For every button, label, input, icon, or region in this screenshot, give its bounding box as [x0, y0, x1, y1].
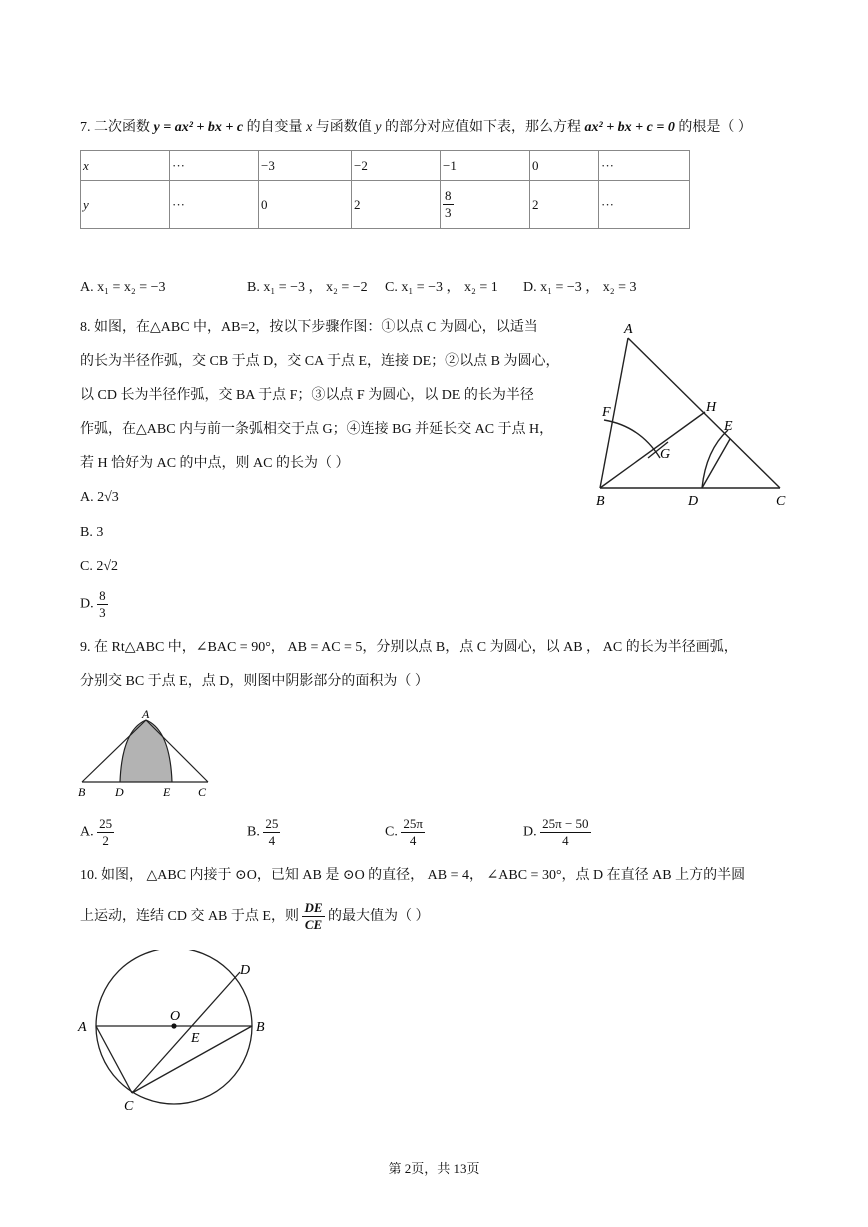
q7-option-d[interactable]: D. x₁ = −3 ， x₂ = 3	[523, 280, 637, 295]
table-row: x ··· −3 −2 −1 0 ···	[81, 151, 690, 181]
q8-option-b[interactable]: B. 3	[80, 525, 104, 540]
q8-stem-line: 的长为半径作弧，交 CB 于点 D，交 CA 于点 E，连接 DE；②以点 B 为圆心，	[80, 354, 560, 369]
label-d: D	[240, 963, 251, 978]
label-c: C	[198, 785, 207, 799]
q7-value-table	[80, 150, 690, 229]
table-row: y ··· 0 2 $\frac{8}{3}$ 2 ···	[81, 181, 690, 229]
q9-option-c[interactable]: C. $\frac{25\pi}{4}$	[385, 816, 423, 848]
label-a: A	[624, 322, 633, 337]
label-o: O	[170, 1009, 181, 1024]
label-b: B	[596, 494, 605, 509]
label-b: B	[78, 785, 86, 799]
label-a: A	[142, 707, 150, 721]
q8-option-c[interactable]: C. 2√2	[80, 559, 119, 574]
q10-stem-line: 10. 如图， △ABC 内接于 ⊙O，已知 AB 是 ⊙O 的直径， AB = 4， ∠ABC = 30°，点 D 在直径 AB 上方的半圆	[80, 868, 746, 883]
q8-stem-line: 以 CD 长为半径作弧，交 BA 于点 F；③以点 F 为圆心，以 DE 的长为半径	[80, 388, 534, 403]
q7-stem: 7. 二次函数 y = ax² + bx + c 的自变量 x 与函数值 y 的部分对应值如下表，那么方程 ax² + bx + c = 0 的根是（ ）	[80, 120, 752, 135]
page-footer: 第 2页，共 13页	[388, 1161, 480, 1176]
q9-triangle-figure	[76, 706, 216, 800]
q8-stem-line: 8. 如图，在△ABC 中，AB=2，按以下步骤作图：①以点 C 为圆心，以适当	[80, 320, 538, 335]
q9-option-b[interactable]: B. $\frac{25}{4}$	[247, 816, 279, 848]
q9-stem-line: 分别交 BC 于点 E，点 D，则图中阴影部分的面积为（ ）	[80, 674, 429, 689]
label-a: A	[78, 1020, 87, 1035]
q8-option-a[interactable]: A. 2√3	[80, 490, 119, 505]
q10-ratio: $\frac{DE}{CE}$	[304, 900, 323, 933]
label-c: C	[776, 494, 786, 509]
q9-option-d[interactable]: D. $\frac{25\pi - 50}{4}$	[523, 816, 589, 848]
q8-stem-line: 若 H 恰好为 AC 的中点，则 AC 的长为（ ）	[80, 456, 350, 471]
label-f: F	[602, 405, 611, 420]
label-e: E	[724, 419, 733, 434]
q9-option-a[interactable]: A. $\frac{25}{2}$	[80, 816, 113, 848]
label-b: B	[256, 1020, 265, 1035]
table-cell-fraction: $\frac{8}{3}$	[441, 181, 530, 229]
q8-stem-line: 作弧，在△ABC 内与前一条弧相交于点 G；④连接 BG 并延长交 AC 于点 H，	[80, 422, 554, 437]
q8-option-d[interactable]: D. $\frac{8}{3}$	[80, 588, 106, 620]
label-d: D	[115, 785, 124, 799]
q7-function: y = ax² + bx + c	[153, 120, 244, 135]
q7-option-a[interactable]: A. x₁ = x₂ = −3	[80, 280, 166, 295]
q7-equation: ax² + bx + c = 0	[584, 120, 675, 135]
q9-stem-line: 9. 在 Rt△ABC 中，∠BAC = 90°， AB = AC = 5，分别以点 B，点 C 为圆心，以 AB ， AC 的长为半径画弧，	[80, 640, 738, 655]
label-c: C	[124, 1099, 134, 1114]
label-g: G	[660, 447, 671, 462]
q10-stem-line: 上运动，连结 CD 交 AB 于点 E，则 $\frac{DE}{CE}$ 的最大值为（ ）	[80, 900, 430, 933]
q7-option-b[interactable]: B. x₁ = −3 ， x₂ = −2	[247, 280, 368, 295]
label-e: E	[163, 785, 171, 799]
label-e: E	[191, 1031, 200, 1046]
q7-option-c[interactable]: C. x₁ = −3 ， x₂ = 1	[385, 280, 498, 295]
q8-triangle-figure	[590, 318, 800, 510]
q10-circle-figure	[76, 950, 276, 1120]
label-d: D	[688, 494, 699, 509]
label-h: H	[706, 400, 717, 415]
